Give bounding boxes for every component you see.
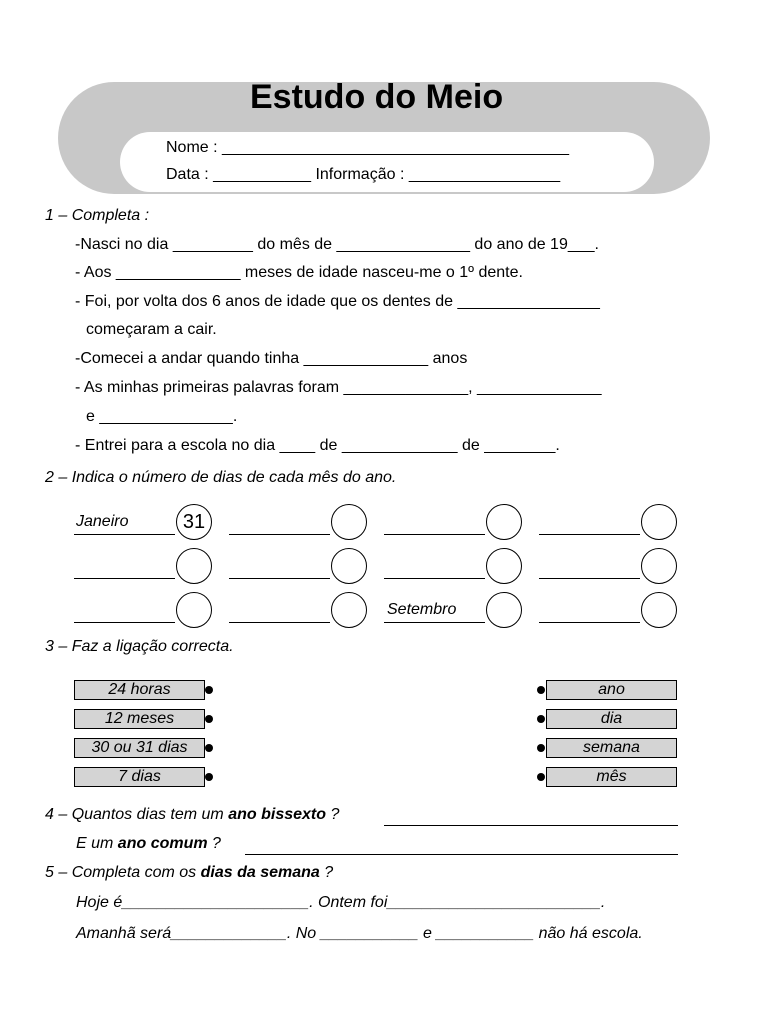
month-name-line: [539, 622, 640, 623]
days-circle: [486, 592, 522, 628]
q1-line: - Entrei para a escola no dia ____ de _____________ de ________.: [75, 437, 560, 454]
match-right-box[interactable]: dia: [546, 709, 677, 729]
month-name-line: [229, 534, 330, 535]
days-circle: [331, 504, 367, 540]
match-right-dot[interactable]: [537, 715, 545, 723]
match-left-box[interactable]: 30 ou 31 dias: [74, 738, 205, 758]
q5-heading: 5 – Completa com os dias da semana ?: [45, 864, 334, 881]
days-circle-january: 31: [176, 504, 212, 540]
days-circle: [486, 548, 522, 584]
answer-line[interactable]: [384, 825, 678, 826]
match-left-box[interactable]: 12 meses: [74, 709, 205, 729]
month-name-line: [74, 534, 175, 535]
q4-question: 4 – Quantos dias tem um ano bissexto ?: [45, 806, 340, 823]
month-label-january: Janeiro: [76, 513, 129, 530]
q1-line: - Aos ______________ meses de idade nasceu-me o 1º dente.: [75, 264, 523, 281]
q2-heading: 2 – Indica o número de dias de cada mês do ano.: [45, 469, 397, 486]
page-title: Estudo do Meio: [250, 78, 504, 116]
days-circle: [486, 504, 522, 540]
q1-line: - As minhas primeiras palavras foram ______________, ______________: [75, 379, 602, 396]
q1-line: -Nasci no dia _________ do mês de _______________ do ano de 19___.: [75, 236, 599, 253]
q1-line: e _______________.: [86, 408, 238, 425]
days-circle: [176, 592, 212, 628]
q1-line: - Foi, por volta dos 6 anos de idade que os dentes de ________________: [75, 293, 600, 310]
month-label-september: Setembro: [387, 601, 457, 618]
match-right-dot[interactable]: [537, 744, 545, 752]
q5-line: Amanhã será_____________. No ___________ e ___________ não há escola.: [76, 925, 643, 942]
match-right-dot[interactable]: [537, 773, 545, 781]
days-circle: [331, 548, 367, 584]
match-left-dot[interactable]: [205, 686, 213, 694]
days-circle: [641, 592, 677, 628]
match-left-dot[interactable]: [205, 773, 213, 781]
match-right-box[interactable]: semana: [546, 738, 677, 758]
month-name-line: [229, 622, 330, 623]
month-name-line: [539, 578, 640, 579]
month-name-line: [229, 578, 330, 579]
q1-line: -Comecei a andar quando tinha ______________ anos: [75, 350, 468, 367]
days-circle: [331, 592, 367, 628]
name-field-line: Nome : _______________________________________: [166, 139, 570, 156]
match-right-box[interactable]: mês: [546, 767, 677, 787]
days-circle: [641, 548, 677, 584]
answer-line[interactable]: [245, 854, 678, 855]
match-left-box[interactable]: 24 horas: [74, 680, 205, 700]
match-left-dot[interactable]: [205, 744, 213, 752]
match-right-box[interactable]: ano: [546, 680, 677, 700]
month-name-line: [384, 622, 485, 623]
q4-question-2: E um ano comum ?: [76, 835, 221, 852]
month-name-line: [74, 578, 175, 579]
month-name-line: [384, 534, 485, 535]
days-circle: [176, 548, 212, 584]
q1-heading: 1 – Completa :: [45, 207, 150, 224]
month-name-line: [384, 578, 485, 579]
match-left-box[interactable]: 7 dias: [74, 767, 205, 787]
match-left-dot[interactable]: [205, 715, 213, 723]
days-circle: [641, 504, 677, 540]
date-info-field-line: Data : ___________ Informação : _________________: [166, 166, 561, 183]
match-right-dot[interactable]: [537, 686, 545, 694]
month-name-line: [539, 534, 640, 535]
month-name-line: [74, 622, 175, 623]
q5-line: Hoje é_____________________. Ontem foi________________________.: [76, 894, 606, 911]
q1-line: começaram a cair.: [86, 321, 217, 338]
q3-heading: 3 – Faz a ligação correcta.: [45, 638, 234, 655]
